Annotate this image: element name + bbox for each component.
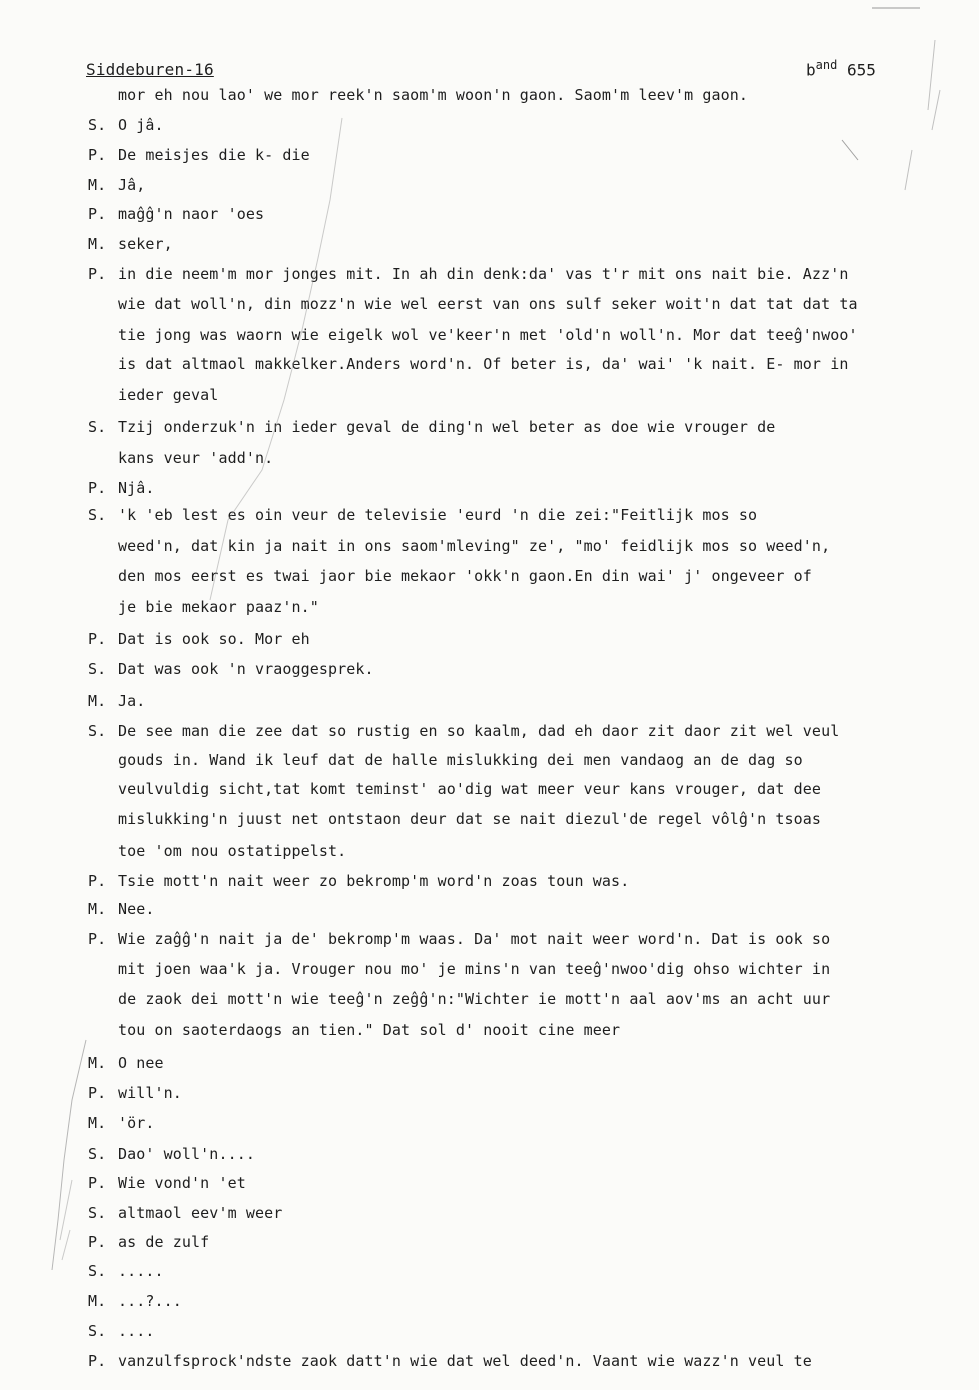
speaker-label: S.	[88, 1322, 107, 1340]
speaker-label: P.	[88, 1084, 107, 1102]
speaker-label: S.	[88, 506, 107, 524]
line-text: Jâ,	[118, 176, 146, 194]
line-text: Dao' woll'n....	[118, 1145, 255, 1163]
line-text: .....	[118, 1262, 164, 1280]
speaker-label: M.	[88, 1292, 107, 1310]
band-prefix: b	[806, 60, 816, 80]
line-text: maĝĝ'n naor 'oes	[118, 205, 265, 223]
speaker-label: M.	[88, 692, 107, 710]
line-text: Nee.	[118, 900, 155, 918]
line-text: ...?...	[118, 1292, 182, 1310]
line-text: ....	[118, 1322, 155, 1340]
line-text: kans veur 'add'n.	[118, 449, 274, 467]
line-text: seker,	[118, 235, 173, 253]
speaker-label: M.	[88, 1054, 107, 1072]
line-text: wie dat woll'n, din mozz'n wie wel eerst van ons sulf seker woit'n dat tat dat ta	[118, 295, 858, 313]
speaker-label: P.	[88, 630, 107, 648]
speaker-label: P.	[88, 265, 107, 283]
line-text: Njâ.	[118, 479, 155, 497]
document-id: Siddeburen-16	[86, 60, 214, 79]
line-text: ieder geval	[118, 386, 219, 404]
line-text: de zaok dei mott'n wie teeĝ'n zeĝĝ'n:"Wichter ie mott'n aal aov'ms an acht uur	[118, 990, 831, 1008]
line-text: De meisjes die k- die	[118, 146, 310, 164]
line-text: 'k 'eb lest es oin veur de televisie 'eurd 'n die zei:"Feitlijk mos so	[118, 506, 758, 524]
speaker-label: P.	[88, 146, 107, 164]
line-text: is dat altmaol makkelker.Anders word'n. Of beter is, da' wai' 'k nait. E- mor in	[118, 355, 849, 373]
line-text: Dat is ook so. Mor eh	[118, 630, 310, 648]
line-text: mit joen waa'k ja. Vrouger nou mo' je mins'n van teeĝ'nwoo'dig ohso wichter in	[118, 960, 831, 978]
line-text: veulvuldig sicht,tat komt teminst' ao'dig wat meer veur kans vrouger, dat dee	[118, 780, 822, 798]
line-text: Dat was ook 'n vraoggesprek.	[118, 660, 374, 678]
speaker-label: S.	[88, 1262, 107, 1280]
line-text: Wie vond'n 'et	[118, 1174, 246, 1192]
speaker-label: S.	[88, 1145, 107, 1163]
line-text: Wie zaĝĝ'n nait ja de' bekromp'm waas. Da' mot nait weer word'n. Dat is ook so	[118, 930, 831, 948]
band-sup: and	[815, 58, 838, 72]
speaker-label: P.	[88, 479, 107, 497]
speaker-label: P.	[88, 872, 107, 890]
line-text: toe 'om nou ostatippelst.	[118, 842, 347, 860]
line-text: Tsie mott'n nait weer zo bekromp'm word'n zoas toun was.	[118, 872, 630, 890]
line-text: O nee	[118, 1054, 164, 1072]
line-text: De see man die zee dat so rustig en so kaalm, dad eh daor zit daor zit wel veul	[118, 722, 840, 740]
speaker-label: P.	[88, 205, 107, 223]
line-text: je bie mekaor paaz'n."	[118, 598, 319, 616]
page-header	[86, 58, 906, 84]
line-text: 'ör.	[118, 1114, 155, 1132]
line-text: Tzij onderzuk'n in ieder geval de ding'n wel beter as doe wie vrouger de	[118, 418, 776, 436]
line-text: will'n.	[118, 1084, 182, 1102]
speaker-label: P.	[88, 930, 107, 948]
line-text: weed'n, dat kin ja nait in ons saom'mleving" ze', "mo' feidlijk mos so weed'n,	[118, 537, 831, 555]
line-text: as de zulf	[118, 1233, 210, 1251]
speaker-label: S.	[88, 418, 107, 436]
line-text: O jâ.	[118, 116, 164, 134]
speaker-label: S.	[88, 116, 107, 134]
line-text: mislukking'n juust net ontstaon deur dat se nait diezul'de regel vôlĝ'n tsoas	[118, 810, 822, 828]
band-num: 655	[846, 60, 876, 80]
speaker-label: S.	[88, 660, 107, 678]
speaker-label: M.	[88, 900, 107, 918]
speaker-label: M.	[88, 235, 107, 253]
line-text: tou on saoterdaogs an tien." Dat sol d' nooit cine meer	[118, 1021, 621, 1039]
speaker-label: M.	[88, 1114, 107, 1132]
line-text: vanzulfsprock'ndste zaok datt'n wie dat wel deed'n. Vaant wie wazz'n veul te	[118, 1352, 812, 1370]
line-text: altmaol eev'm weer	[118, 1204, 283, 1222]
line-text: in die neem'm mor jonges mit. In ah din denk:da' vas t'r mit ons nait bie. Azz'n	[118, 265, 849, 283]
line-text: Ja.	[118, 692, 146, 710]
line-text: mor eh nou lao' we mor reek'n saom'm woon'n gaon. Saom'm leev'm gaon.	[118, 86, 749, 104]
line-text: gouds in. Wand ik leuf dat de halle mislukking dei men vandaog an de dag so	[118, 751, 803, 769]
line-text: den mos eerst es twai jaor bie mekaor 'okk'n gaon.En din wai' j' ongeveer of	[118, 567, 812, 585]
speaker-label: P.	[88, 1352, 107, 1370]
speaker-label: S.	[88, 1204, 107, 1222]
speaker-label: P.	[88, 1233, 107, 1251]
speaker-label: M.	[88, 176, 107, 194]
line-text: tie jong was waorn wie eigelk wol ve'keer'n met 'old'n woll'n. Mor dat teeĝ'nwoo'	[118, 326, 858, 344]
band-number	[806, 58, 876, 79]
speaker-label: P.	[88, 1174, 107, 1192]
speaker-label: S.	[88, 722, 107, 740]
